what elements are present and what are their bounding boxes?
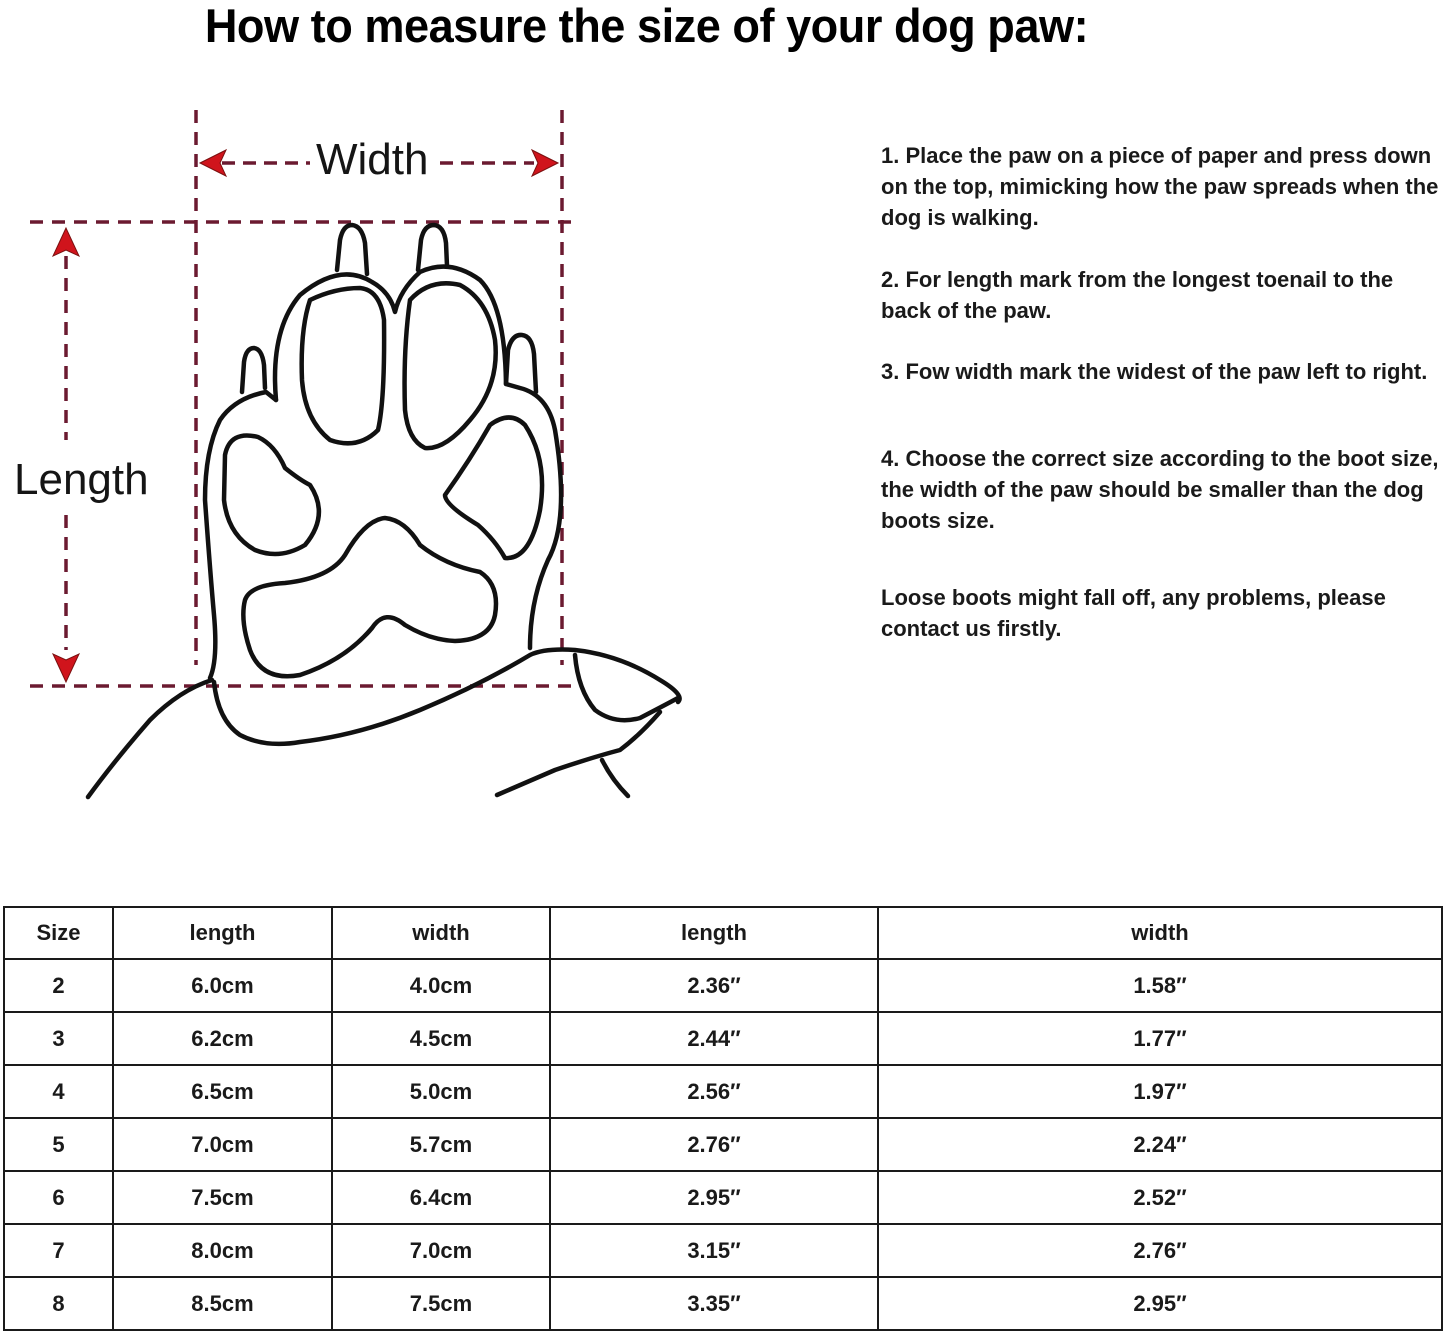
cell-width-cm: 4.0cm — [332, 959, 550, 1012]
cell-size: 7 — [4, 1224, 113, 1277]
cell-width-cm: 5.0cm — [332, 1065, 550, 1118]
size-chart-table — [3, 906, 1443, 1331]
cell-length-in: 2.44″ — [550, 1012, 878, 1065]
table-row — [4, 1224, 1442, 1277]
cell-size: 2 — [4, 959, 113, 1012]
instruction-step-3: 3. Fow width mark the widest of the paw left to right. — [881, 359, 1428, 384]
header-width-cm: width — [332, 907, 550, 959]
cell-length-in: 2.95″ — [550, 1171, 878, 1224]
cell-length-in: 3.35″ — [550, 1277, 878, 1330]
table-row — [4, 959, 1442, 1012]
cell-size: 6 — [4, 1171, 113, 1224]
header-length-in: length — [550, 907, 878, 959]
instruction-step-2: 2. For length mark from the longest toenail to the back of the paw. — [881, 267, 1394, 323]
cell-size: 8 — [4, 1277, 113, 1330]
cell-width-in: 2.95″ — [878, 1277, 1442, 1330]
table-header-row — [4, 907, 1442, 959]
instruction-note: Loose boots might fall off, any problems, please contact us firstly. — [881, 585, 1386, 641]
table-row — [4, 1012, 1442, 1065]
table-row — [4, 1171, 1442, 1224]
cell-size: 5 — [4, 1118, 113, 1171]
instruction-step-4: 4. Choose the correct size according to the boot size, the width of the paw should be smaller than the dog boots size. — [881, 446, 1439, 533]
cell-length-in: 2.76″ — [550, 1118, 878, 1171]
cell-width-cm: 7.0cm — [332, 1224, 550, 1277]
cell-length-cm: 6.0cm — [113, 959, 332, 1012]
table-row — [4, 1118, 1442, 1171]
cell-width-cm: 7.5cm — [332, 1277, 550, 1330]
cell-length-cm: 6.5cm — [113, 1065, 332, 1118]
cell-size: 3 — [4, 1012, 113, 1065]
cell-length-in: 3.15″ — [550, 1224, 878, 1277]
cell-width-in: 1.58″ — [878, 959, 1442, 1012]
paw-drawing — [88, 225, 680, 797]
table-row — [4, 1065, 1442, 1118]
cell-width-in: 2.52″ — [878, 1171, 1442, 1224]
cell-width-cm: 5.7cm — [332, 1118, 550, 1171]
cell-width-in: 1.77″ — [878, 1012, 1442, 1065]
cell-width-in: 1.97″ — [878, 1065, 1442, 1118]
cell-width-in: 2.76″ — [878, 1224, 1442, 1277]
table-row — [4, 1277, 1442, 1330]
cell-width-cm: 4.5cm — [332, 1012, 550, 1065]
header-size: Size — [4, 907, 113, 959]
cell-length-cm: 7.5cm — [113, 1171, 332, 1224]
instruction-step-1: 1. Place the paw on a piece of paper and press down on the top, mimicking how the paw spreads when the dog is walking. — [881, 143, 1439, 230]
page-title: How to measure the size of your dog paw: — [204, 0, 1089, 52]
header-length-cm: length — [113, 907, 332, 959]
cell-length-cm: 8.5cm — [113, 1277, 332, 1330]
cell-length-cm: 6.2cm — [113, 1012, 332, 1065]
paw-measurement-diagram — [0, 90, 720, 820]
cell-length-cm: 8.0cm — [113, 1224, 332, 1277]
cell-length-in: 2.56″ — [550, 1065, 878, 1118]
cell-width-in: 2.24″ — [878, 1118, 1442, 1171]
width-label: Width — [316, 135, 429, 184]
cell-length-in: 2.36″ — [550, 959, 878, 1012]
length-label: Length — [14, 455, 149, 504]
header-width-in: width — [878, 907, 1442, 959]
cell-length-cm: 7.0cm — [113, 1118, 332, 1171]
cell-width-cm: 6.4cm — [332, 1171, 550, 1224]
cell-size: 4 — [4, 1065, 113, 1118]
